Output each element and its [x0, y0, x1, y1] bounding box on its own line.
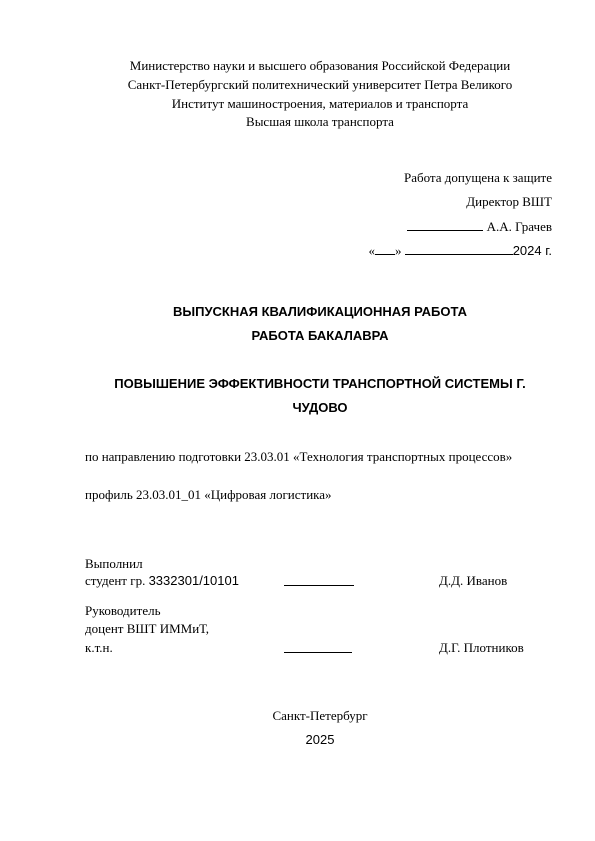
work-degree: РАБОТА БАКАЛАВРА	[251, 328, 389, 343]
supervisor-label: Руководитель	[85, 603, 161, 618]
author-group: 3332301/10101	[148, 573, 239, 588]
author-label: Выполнил	[85, 556, 143, 571]
author-role-prefix: студент гр.	[85, 573, 149, 588]
date-quote-open: «	[368, 243, 375, 258]
author-role	[85, 573, 239, 589]
ministry-name: Министерство науки и высшего образования Российской Федерации	[129, 58, 511, 73]
approval-admitted: Работа допущена к защите	[403, 170, 552, 185]
supervisor-signature-blank	[284, 640, 352, 653]
work-topic-line-1: ПОВЫШЕНИЕ ЭФФЕКТИВНОСТИ ТРАНСПОРТНОЙ СИСТЕМЫ Г.	[114, 376, 526, 391]
approval-signature-name: А.А. Грачев	[486, 219, 552, 234]
study-direction: по направлению подготовки 23.03.01 «Технология транспортных процессов»	[85, 449, 513, 464]
approval-date	[300, 242, 552, 259]
work-topic-line-2: ЧУДОВО	[292, 400, 348, 415]
approval-year: 2024 г.	[512, 243, 552, 258]
month-blank	[405, 242, 513, 255]
approval-position: Директор ВШТ	[466, 194, 552, 209]
day-blank	[375, 242, 395, 255]
author-signature-blank	[284, 573, 354, 586]
footer-year: 2025	[305, 732, 335, 747]
university-name: Санкт-Петербургский политехнический университет Петра Великого	[127, 77, 513, 92]
approval-signature	[300, 218, 552, 235]
supervisor-degree: к.т.н.	[85, 640, 113, 655]
supervisor-signature-line	[284, 640, 352, 657]
footer-city: Санкт-Петербург	[272, 708, 368, 723]
date-quote-close: »	[394, 243, 402, 258]
work-kind: ВЫПУСКНАЯ КВАЛИФИКАЦИОННАЯ РАБОТА	[172, 304, 467, 319]
author-signature-line	[284, 573, 354, 590]
supervisor-role: доцент ВШТ ИММиТ,	[85, 621, 210, 636]
school-name: Высшая школа транспорта	[246, 114, 394, 129]
institute-name: Институт машиностроения, материалов и транспорта	[171, 96, 469, 111]
study-profile: профиль 23.03.01_01 «Цифровая логистика»	[85, 487, 332, 502]
signature-blank	[407, 218, 483, 231]
supervisor-name: Д.Г. Плотников	[439, 640, 524, 655]
author-name: Д.Д. Иванов	[439, 573, 508, 588]
